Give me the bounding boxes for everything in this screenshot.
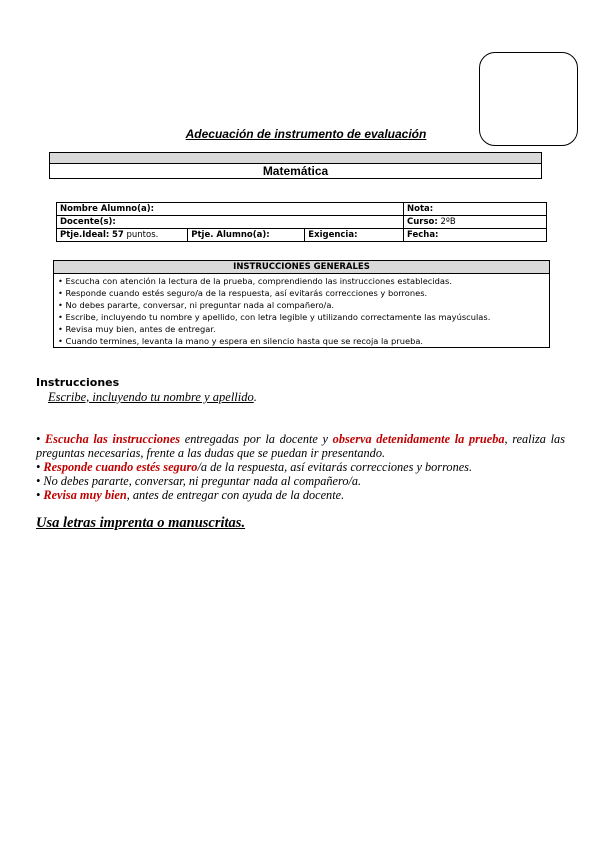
general-instructions-heading: INSTRUCCIONES GENERALES <box>54 261 549 274</box>
table-row <box>57 229 547 242</box>
table-row <box>57 203 547 216</box>
exigencia-label: Exigencia: <box>308 230 358 240</box>
instructions-subtitle <box>48 390 257 405</box>
teacher-label: Docente(s): <box>60 217 116 227</box>
general-instructions-list <box>54 274 549 347</box>
student-score-label: Ptje. Alumno(a): <box>191 230 270 240</box>
ideal-score-value: 57 <box>111 230 124 240</box>
course-cell[interactable] <box>404 216 547 229</box>
bullet: • <box>36 460 44 474</box>
student-name-label: Nombre Alumno(a): <box>60 204 155 214</box>
instructions-title: Instrucciones <box>36 376 120 389</box>
grade-cell[interactable] <box>404 203 547 216</box>
table-row <box>57 216 547 229</box>
subject-box <box>49 152 542 179</box>
instruction-paragraph <box>36 488 565 502</box>
list-item: • Cuando termines, levanta la mano y espera en silencio hasta que se recoja la prueba. <box>58 336 424 346</box>
instructions-subtitle-end: . <box>253 390 257 404</box>
ideal-score-label: Ptje.Ideal: <box>60 230 110 240</box>
date-label: Fecha: <box>407 230 439 240</box>
course-value: 2ºB <box>440 217 456 227</box>
course-label: Curso: <box>407 217 438 227</box>
general-instructions-box <box>53 260 550 348</box>
adapted-instructions <box>36 432 565 502</box>
document-title: Adecuación de instrumento de evaluación <box>185 127 427 141</box>
highlight-text: observa detenidamente la prueba <box>332 432 505 446</box>
student-score-cell[interactable] <box>188 229 305 242</box>
instruction-paragraph: • No debes pararte, conversar, ni preguntar nada al compañero/a. <box>36 474 362 488</box>
instruction-paragraph <box>36 432 565 460</box>
closing-instruction: Usa letras imprenta o manuscritas. <box>36 515 246 531</box>
instructions-subtitle-text: Escribe, incluyendo tu nombre y apellido <box>48 390 254 404</box>
teacher-cell[interactable] <box>57 216 404 229</box>
list-item: • Escribe, incluyendo tu nombre y apellido, con letra legible y utilizando correctamente las mayúsculas. <box>58 312 491 322</box>
paragraph-text: entregadas por la docente y <box>180 432 333 446</box>
list-item: • No debes pararte, conversar, ni preguntar nada al compañero/a. <box>58 300 335 310</box>
highlight-text: Revisa muy bien <box>43 488 127 502</box>
bullet: • <box>36 488 44 502</box>
paragraph-text: , realiza las preguntas necesarias, frente a las dudas que se puedan ir presentando. <box>36 432 565 460</box>
highlight-text: Escucha las instrucciones <box>44 432 181 446</box>
student-info-table <box>56 202 547 242</box>
ideal-score-cell <box>57 229 188 242</box>
list-item: • Escucha con atención la lectura de la prueba, comprendiendo las instrucciones establecidas. <box>58 276 452 286</box>
ideal-score-unit: puntos. <box>126 230 159 240</box>
exigencia-cell[interactable] <box>305 229 404 242</box>
highlight-text: Responde cuando estés seguro <box>43 460 198 474</box>
paragraph-text: , antes de entregar con ayuda de la docente. <box>126 488 345 502</box>
paragraph-text: /a de la respuesta, así evitarás correcciones y borrones. <box>197 460 473 474</box>
grade-label: Nota: <box>407 204 434 214</box>
date-cell[interactable] <box>404 229 547 242</box>
student-name-cell[interactable] <box>57 203 404 216</box>
subject-name: Matemática <box>262 164 329 178</box>
list-item: • Responde cuando estés seguro/a de la respuesta, así evitarás correcciones y borrones. <box>58 288 428 298</box>
bullet: • <box>36 432 45 446</box>
instruction-paragraph <box>36 460 565 474</box>
list-item: • Revisa muy bien, antes de entregar. <box>58 324 216 334</box>
subject-header-band <box>50 153 541 164</box>
